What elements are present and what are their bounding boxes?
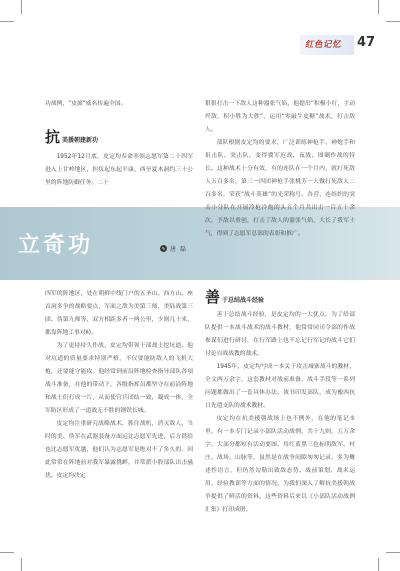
paragraph: 为了更持持久作战，皮定均带领干部战士挖坑道，他对坑道的质量要求特别严格，不仅要能防敌人的飞机大炮，还要能守能攻。他经常到前沿阵地检查指导部队各项战斗准备，在他的带动下，各级指挥员都坚守在前沿阵地和战士们打成一片，从而使官兵团结一致，凝成一体，全军防区形成了一道战无不胜的钢铁长城。	[45, 343, 193, 414]
heading-big-char: 善	[205, 288, 221, 306]
page-number: 47	[357, 35, 376, 50]
paragraph: 皮定均在抗美援朝战场上也不例外，在他的笔记本里，有一本专门记录小部队活动战例，共十九则，五万余字，大部分都短有活动要图，用红蓝黑三色标明敌军、村庄、战场、山脉等。虽然是在战争间隙匆匆记录，多为概述性语言，但仍然勾勒出致敌态势、战前策划、战术运用、经验教训等方面的情况，为我们深入了解抗美援朝战争提供了鲜活的资料。这些资料后来以《小部队活动战例汇集》打印成册。	[205, 416, 355, 513]
crop-mark-top-left	[0, 21, 14, 22]
left-column-bottom	[45, 288, 193, 483]
paragraph: 功战例，“皮旅”威名传遍全国。	[45, 101, 127, 107]
section-heading-1	[45, 130, 98, 145]
heading-big-char: 抗	[45, 128, 61, 146]
left-column-top	[45, 98, 193, 111]
paragraph: 皮定均注重研究战略战术，抓住战机，消灭敌人。当时的美、伪军在武器装备方面远比志愿军先进，后方供给也比志愿军优越，他们认为志愿军是绝对不了多久的，因此常常在阵地前对我军暴露挑衅，并常派小股部队出击骚扰。皮定均决定	[45, 421, 193, 479]
crop-mark-bottom-left	[0, 552, 14, 553]
left-column-intro	[45, 151, 193, 190]
paragraph: 善于总结战斗经验，是皮定均的一大优点。为了给部队提供一本战斗战术的战斗教材，他常常同司令部的作战参谋们进行研讨，在行军路上也不忘记行军记的战斗它们讨论自战战教的战术。	[205, 312, 355, 357]
author-name: 唐 磊	[170, 246, 187, 253]
crop-mark-top-right-v	[378, 0, 379, 14]
paragraph: 1945年，皮定均写成一本关于攻击城寨战斗的教材，全文两万余字，这套教材对战前准备、战斗手段等一系列问题都做出了一套具体办法。该书印发部队，成为豫西抗日先遣支队的战术教材。	[205, 364, 355, 409]
section-heading-2	[205, 290, 264, 305]
running-header-title: 红色记忆	[305, 40, 342, 50]
heading-rest: 于总结战斗经验	[222, 297, 265, 304]
right-column-top	[205, 98, 355, 241]
article-title: 立奇功	[18, 233, 94, 258]
paragraph: 1952年12月底，皮定均奉命率领志愿军第二十四军进入上甘岭地区，担负起东起平康、西至夏木洞约三十公里的阵地防御任务。二十	[45, 154, 193, 186]
paragraph: 部队根据皮定均的要求，广泛训练神枪手、神炮手和狙击队、突击队，变得冀军迟战、夜战、图剿作战的特长。这种战术十分有效，有的连队在一个月内，就打死敌人五百多名，第三一四团神枪手张桃芳一人做打死敌人二百多名，荣获“战斗英雄”的光荣称号。各营、连组织的突击小分队在开展冷枪冷炮的头五个月共出击一百五十余次，予敌以重创，打击了敌人的嚣张气焰，大长了我军士气，得到了志愿军总部的表彰和推广。	[205, 140, 355, 237]
crop-mark-bottom-left-v	[21, 558, 22, 571]
crop-mark-top-right	[386, 21, 400, 22]
pen-icon: ✎	[161, 246, 166, 251]
right-column-bottom	[205, 309, 355, 517]
crop-mark-bottom-right	[386, 552, 400, 553]
author-line	[160, 244, 187, 253]
heading-rest: 美援朝建新功	[62, 137, 99, 144]
crop-mark-bottom-right-v	[378, 558, 379, 571]
paragraph: 四军的阵地区，处在朝鲜中线门户的五圣山、西方山、座首洞多争的战略要点，军面之敌为美第三师、美陆战第三团、伪第九师等，双方相距多者一两公里，少则几十米，都靠阵地工事对峙。	[45, 291, 193, 336]
crop-mark-top-left-v	[21, 0, 22, 14]
paragraph: 狠狠打击一下敌人这种嚣张气焰，他提出“积极小打，主动歼敌，积小胜为大胜”，运用“零敲牛皮糖”战术，打击敌人。	[205, 101, 355, 133]
